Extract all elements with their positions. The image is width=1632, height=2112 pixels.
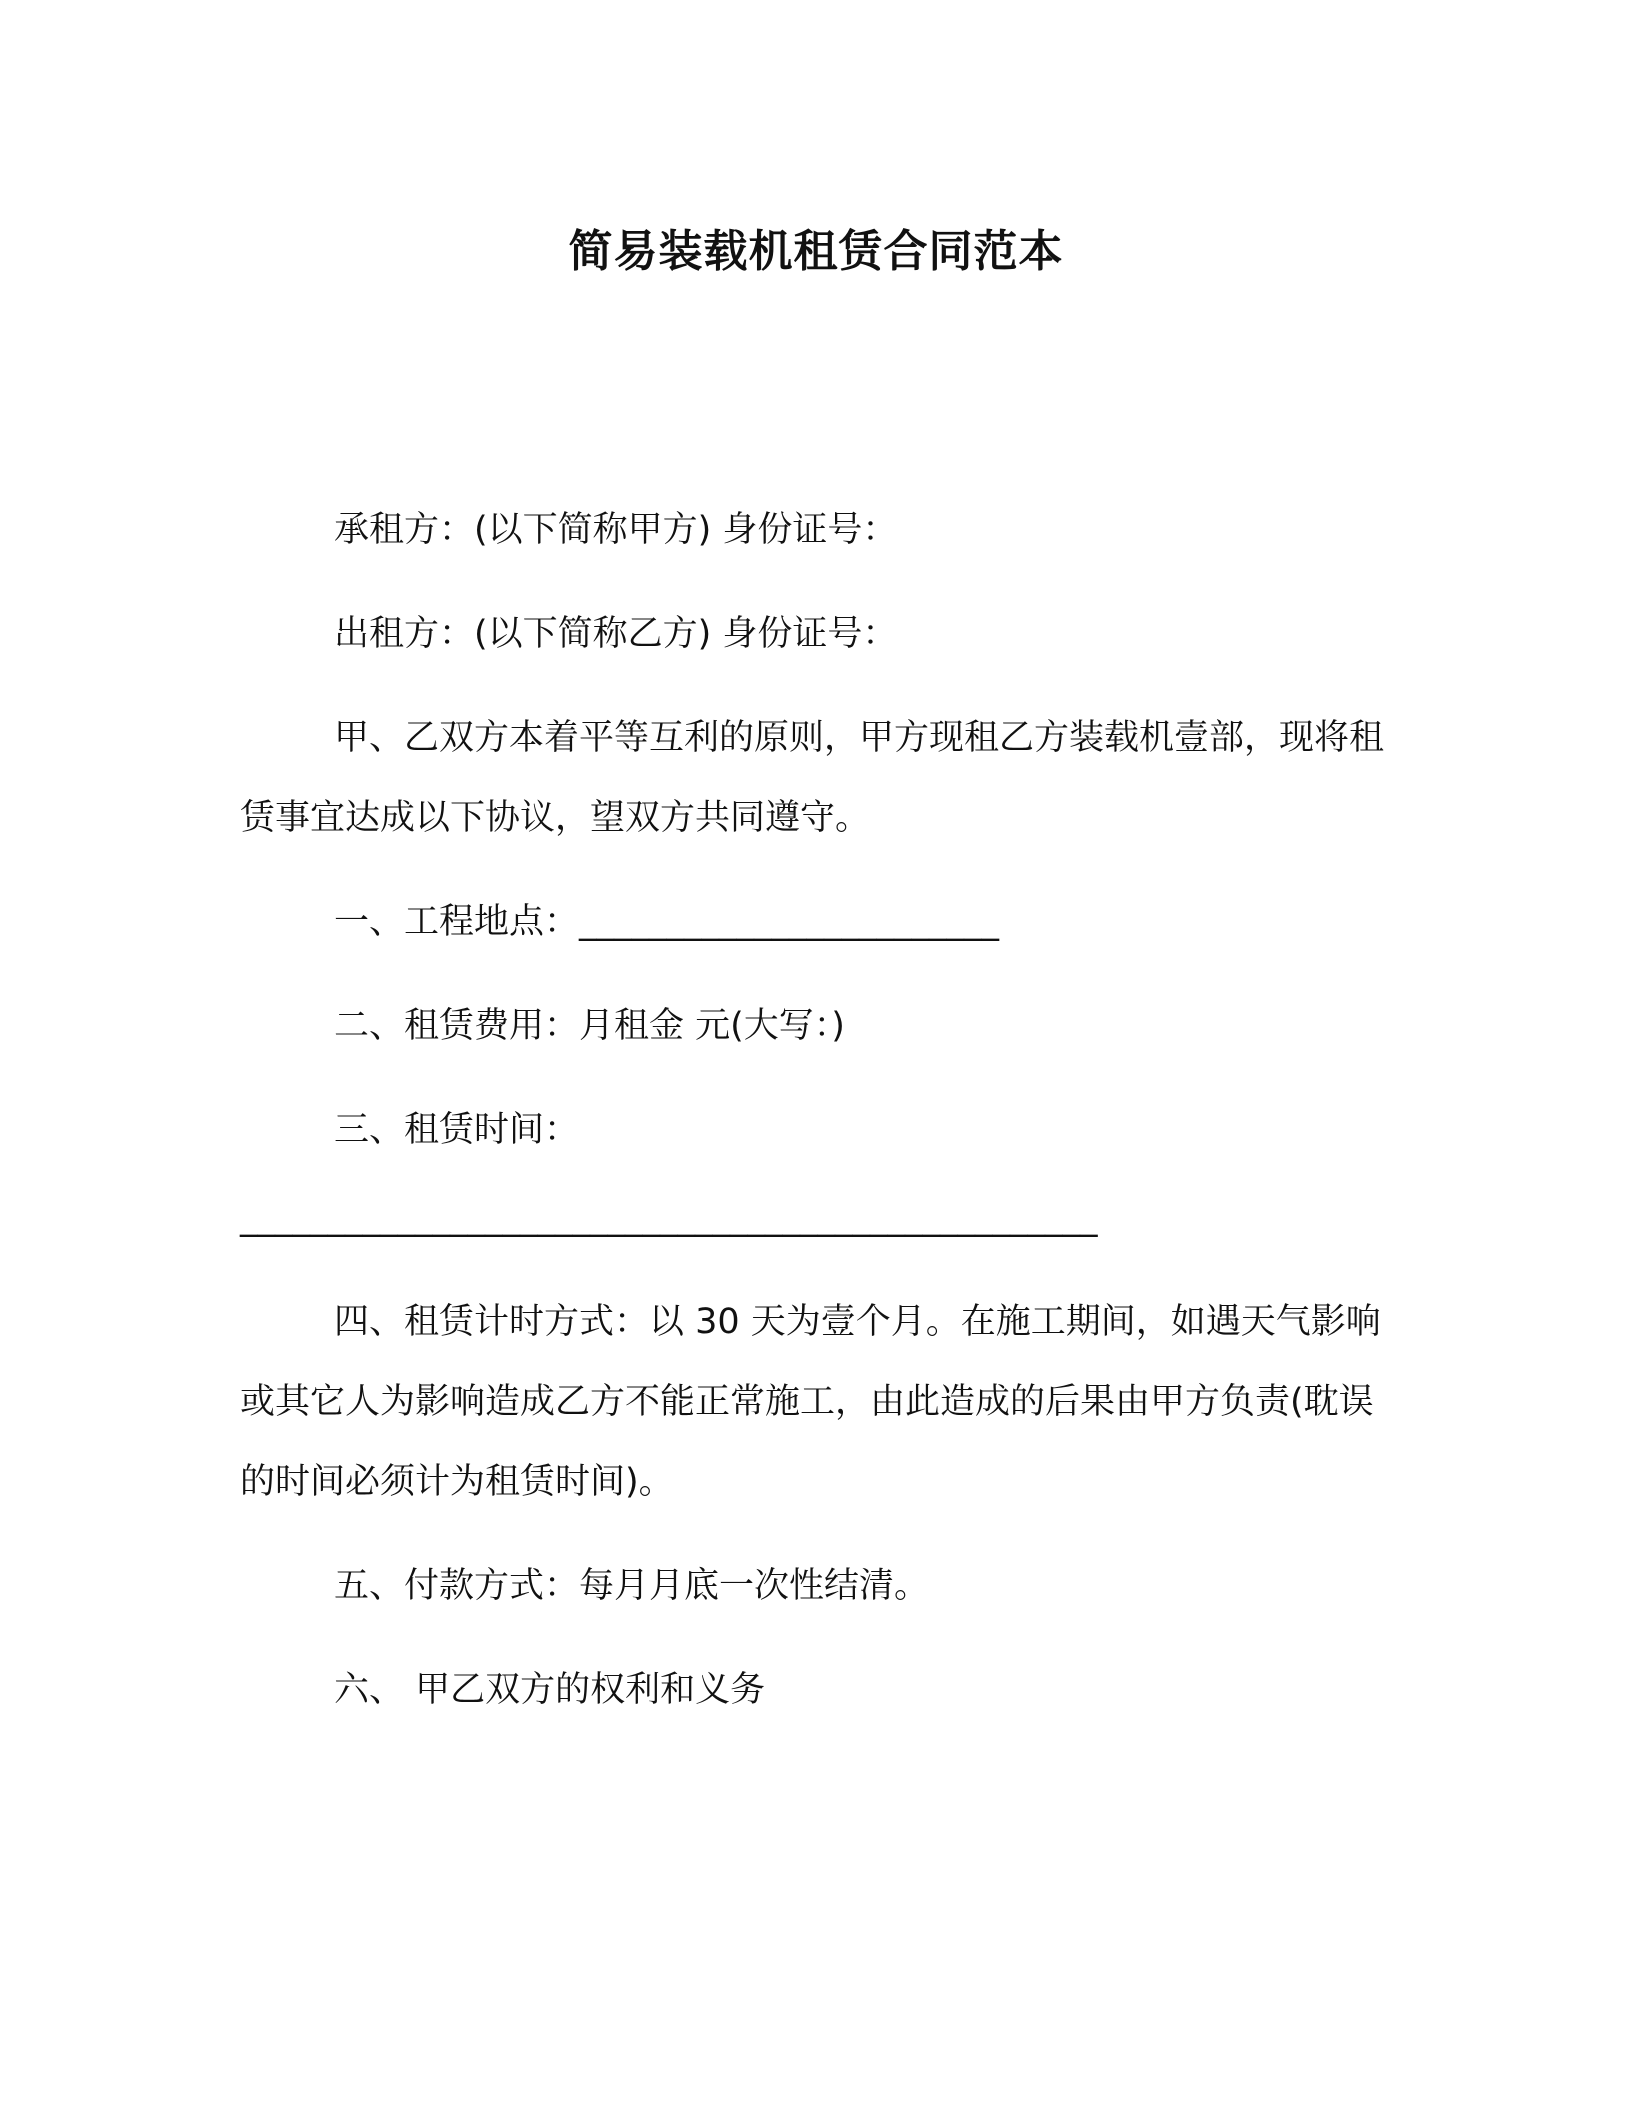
lessee-line: 承租方：(以下简称甲方) 身份证号： (334, 510, 898, 550)
document-title: 简易装载机租赁合同范本 (568, 226, 1064, 277)
clause-payment-method: 五、付款方式：每月月底一次性结清。 (334, 1566, 930, 1606)
agreement-intro: 甲、乙双方本着平等互利的原则，甲方现租乙方装载机壹部，现将租赁事宜达成以下协议，望双方共同遵守。 (240, 718, 1385, 838)
document-body (240, 490, 1390, 1754)
clause-time-calculation: 四、租赁计时方式：以 30 天为壹个月。在施工期间，如遇天气影响或其它人为影响造成乙方不能正常施工，由此造成的后果由甲方负责(耽误的时间必须计为租赁时间)。 (240, 1302, 1381, 1502)
rental-period-blank: _________________________________________________ (240, 1198, 1098, 1238)
clause-rental-fee: 二、租赁费用：月租金 元(大写：) (334, 1006, 845, 1046)
clause-rental-period: 三、租赁时间： (334, 1110, 580, 1150)
lessor-line: 出租方：(以下简称乙方) 身份证号： (334, 614, 898, 654)
clause-rights-obligations: 六、 甲乙双方的权利和义务 (334, 1670, 766, 1710)
clause-project-location: 一、工程地点：________________________ (334, 902, 1000, 942)
